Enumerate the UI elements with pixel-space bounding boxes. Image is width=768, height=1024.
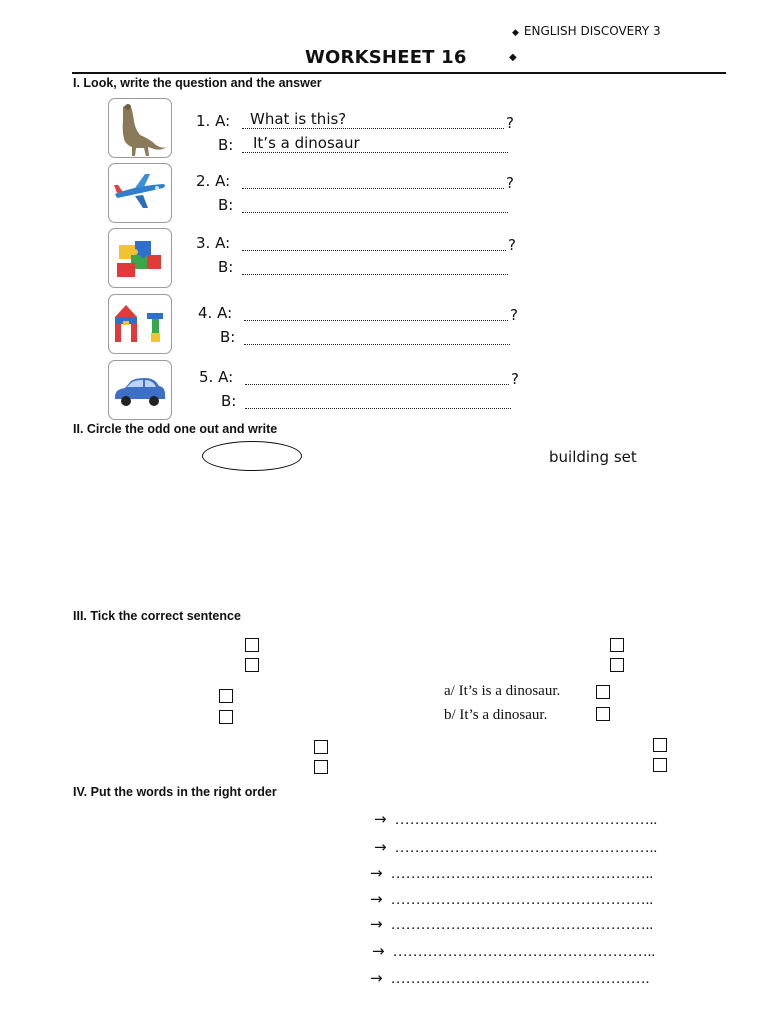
arrow-right-icon: → [370,890,383,908]
question-mark: ? [510,306,518,324]
arrow-right-icon: → [372,942,385,960]
question-mark: ? [506,114,514,132]
question-5-a [199,368,233,386]
section-2-heading: II. Circle the odd one out and write [73,422,278,436]
tick-checkbox[interactable] [610,658,624,672]
order-line[interactable] [374,810,657,829]
answer-line[interactable] [242,274,508,275]
section-3-heading: III. Tick the correct sentence [73,609,241,623]
tick-checkbox[interactable] [653,738,667,752]
question-number: 2. [196,172,211,190]
sentence-b: b/ It’s a dinosaur. [444,707,548,723]
answer-line[interactable] [244,344,510,345]
tick-checkbox[interactable] [653,758,667,772]
dotted-line: ……………………………………………. [390,971,650,987]
blocks-picture [108,294,172,354]
arrow-right-icon: → [370,915,383,933]
puzzle-picture [108,228,172,288]
brand-label [512,24,661,38]
dotted-line: …………………………………………….. [390,892,654,908]
answer-line[interactable] [245,408,511,409]
answer-line[interactable] [242,188,504,189]
b-label: B: [218,196,234,214]
order-line[interactable] [370,915,653,934]
question-number: 1. [196,112,211,130]
b-label: B: [221,392,237,410]
arrow-right-icon: → [374,838,387,856]
plane-icon [109,164,170,221]
b-label: B: [220,328,236,346]
section-4-heading: IV. Put the words in the right order [73,785,277,799]
dotted-line: …………………………………………….. [390,917,654,933]
question-2-a [196,172,230,190]
dotted-line: …………………………………………….. [394,812,658,828]
odd-one-word: building set [549,448,637,466]
diamond-icon: ◆ [509,52,517,63]
answer-line[interactable] [245,384,509,385]
a-label: A: [217,304,233,322]
tick-checkbox[interactable] [245,638,259,652]
question-mark: ? [508,236,516,254]
diamond-icon: ◆ [512,28,519,38]
order-line[interactable] [370,969,649,988]
tick-checkbox[interactable] [610,638,624,652]
dinosaur-icon [109,99,170,156]
question-number: 3. [196,234,211,252]
a-label: A: [215,172,231,190]
car-icon [109,361,170,418]
question-mark: ? [506,174,514,192]
brand-text: ENGLISH DISCOVERY 3 [523,24,661,38]
question-1-a [196,112,230,130]
answer-line[interactable] [242,152,508,153]
order-line[interactable] [370,890,653,909]
puzzle-icon [109,229,170,286]
dotted-line: …………………………………………….. [394,840,658,856]
answer-line[interactable] [242,250,506,251]
worksheet-title: WORKSHEET 16 [305,47,467,68]
arrow-right-icon: → [370,969,383,987]
tick-checkbox[interactable] [596,685,610,699]
answer-line[interactable] [242,212,508,213]
tick-checkbox[interactable] [219,689,233,703]
b-label: B: [218,136,234,154]
order-line[interactable] [370,864,653,883]
a-label: A: [215,234,231,252]
answer-text-a: What is this? [250,110,347,128]
question-number: 4. [198,304,213,322]
question-3-a [196,234,230,252]
car-picture [108,360,172,420]
tick-checkbox[interactable] [314,740,328,754]
sentence-a: a/ It’s is a dinosaur. [444,683,561,699]
answer-text-b: It’s a dinosaur [253,134,360,152]
dotted-line: …………………………………………….. [392,944,656,960]
tick-checkbox[interactable] [245,658,259,672]
circled-word-oval[interactable] [202,441,302,471]
header-divider [72,72,726,74]
b-label: B: [218,258,234,276]
blocks-icon [109,295,170,352]
order-line[interactable] [374,838,657,857]
tick-checkbox[interactable] [314,760,328,774]
tick-checkbox[interactable] [596,707,610,721]
arrow-right-icon: → [374,810,387,828]
order-line[interactable] [372,942,655,961]
dinosaur-picture [108,98,172,158]
question-mark: ? [511,370,519,388]
question-4-a [198,304,232,322]
plane-picture [108,163,172,223]
section-1-heading: I. Look, write the question and the answer [73,76,322,90]
answer-line[interactable] [242,128,504,129]
a-label: A: [215,112,231,130]
question-number: 5. [199,368,214,386]
tick-checkbox[interactable] [219,710,233,724]
answer-line[interactable] [244,320,508,321]
a-label: A: [218,368,234,386]
arrow-right-icon: → [370,864,383,882]
dotted-line: …………………………………………….. [390,866,654,882]
